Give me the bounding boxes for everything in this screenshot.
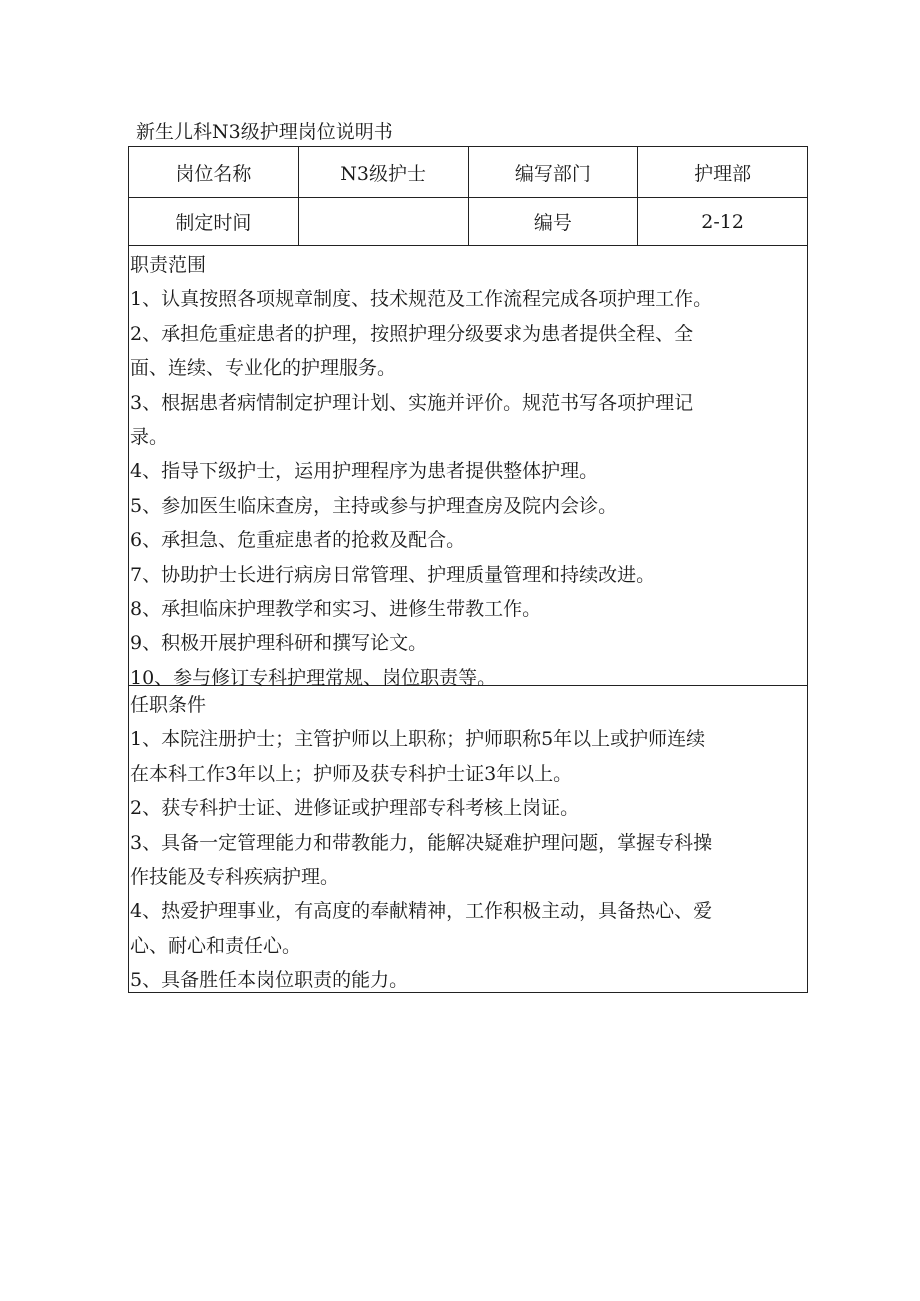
document-title: 新生儿科N3级护理岗位说明书 [136, 121, 393, 143]
duty-line: 10、参与修订专科护理常规、岗位职责等。 [130, 666, 497, 689]
job-description-table [128, 146, 808, 993]
qualification-line: 4、热爱护理事业，有高度的奉献精神，工作积极主动，具备热心、爱 [130, 900, 713, 923]
duties-section [129, 246, 807, 689]
duty-line: 录。 [130, 426, 169, 449]
header-row-2 [129, 198, 807, 246]
duty-line: 5、参加医生临床查房，主持或参与护理查房及院内会诊。 [130, 494, 618, 517]
qualification-line: 1、本院注册护士；主管护师以上职称；护师职称5年以上或护师连续 [130, 728, 706, 751]
duty-line: 6、承担急、危重症患者的抢救及配合。 [130, 529, 466, 552]
department-label: 编写部门 [469, 147, 639, 197]
duty-line: 9、积极开展护理科研和撰写论文。 [130, 632, 428, 655]
qualification-line: 5、具备胜任本岗位职责的能力。 [130, 969, 409, 992]
qualification-line: 心、耐心和责任心。 [130, 934, 302, 957]
document-number-label: 编号 [469, 198, 639, 245]
position-name-label: 岗位名称 [129, 147, 299, 197]
created-date-value [299, 198, 469, 245]
duty-line: 面、连续、专业化的护理服务。 [130, 357, 397, 380]
qualification-line: 2、获专科护士证、进修证或护理部专科考核上岗证。 [130, 797, 580, 820]
qualifications-section [129, 686, 807, 992]
qualification-line: 在本科工作3年以上；护师及获专科护士证3年以上。 [130, 762, 573, 785]
duty-line: 4、指导下级护士，运用护理程序为患者提供整体护理。 [130, 460, 599, 483]
duties-heading: 职责范围 [130, 254, 207, 276]
qualification-line: 作技能及专科疾病护理。 [130, 866, 340, 889]
header-row-1 [129, 147, 807, 198]
duty-line: 3、根据患者病情制定护理计划、实施并评价。规范书写各项护理记 [130, 391, 694, 414]
qualifications-heading: 任职条件 [130, 694, 207, 716]
duty-line: 2、承担危重症患者的护理，按照护理分级要求为患者提供全程、全 [130, 322, 694, 345]
qualification-line: 3、具备一定管理能力和带教能力，能解决疑难护理问题，掌握专科操 [130, 831, 713, 854]
duty-line: 8、承担临床护理教学和实习、进修生带教工作。 [130, 598, 542, 621]
created-date-label: 制定时间 [129, 198, 299, 245]
document-number-value: 2-12 [701, 210, 744, 233]
duty-line: 1、认真按照各项规章制度、技术规范及工作流程完成各项护理工作。 [130, 288, 713, 311]
duty-line: 7、协助护士长进行病房日常管理、护理质量管理和持续改进。 [130, 563, 656, 586]
department-value: 护理部 [694, 162, 752, 185]
position-name-value: N3级护士 [299, 147, 469, 197]
